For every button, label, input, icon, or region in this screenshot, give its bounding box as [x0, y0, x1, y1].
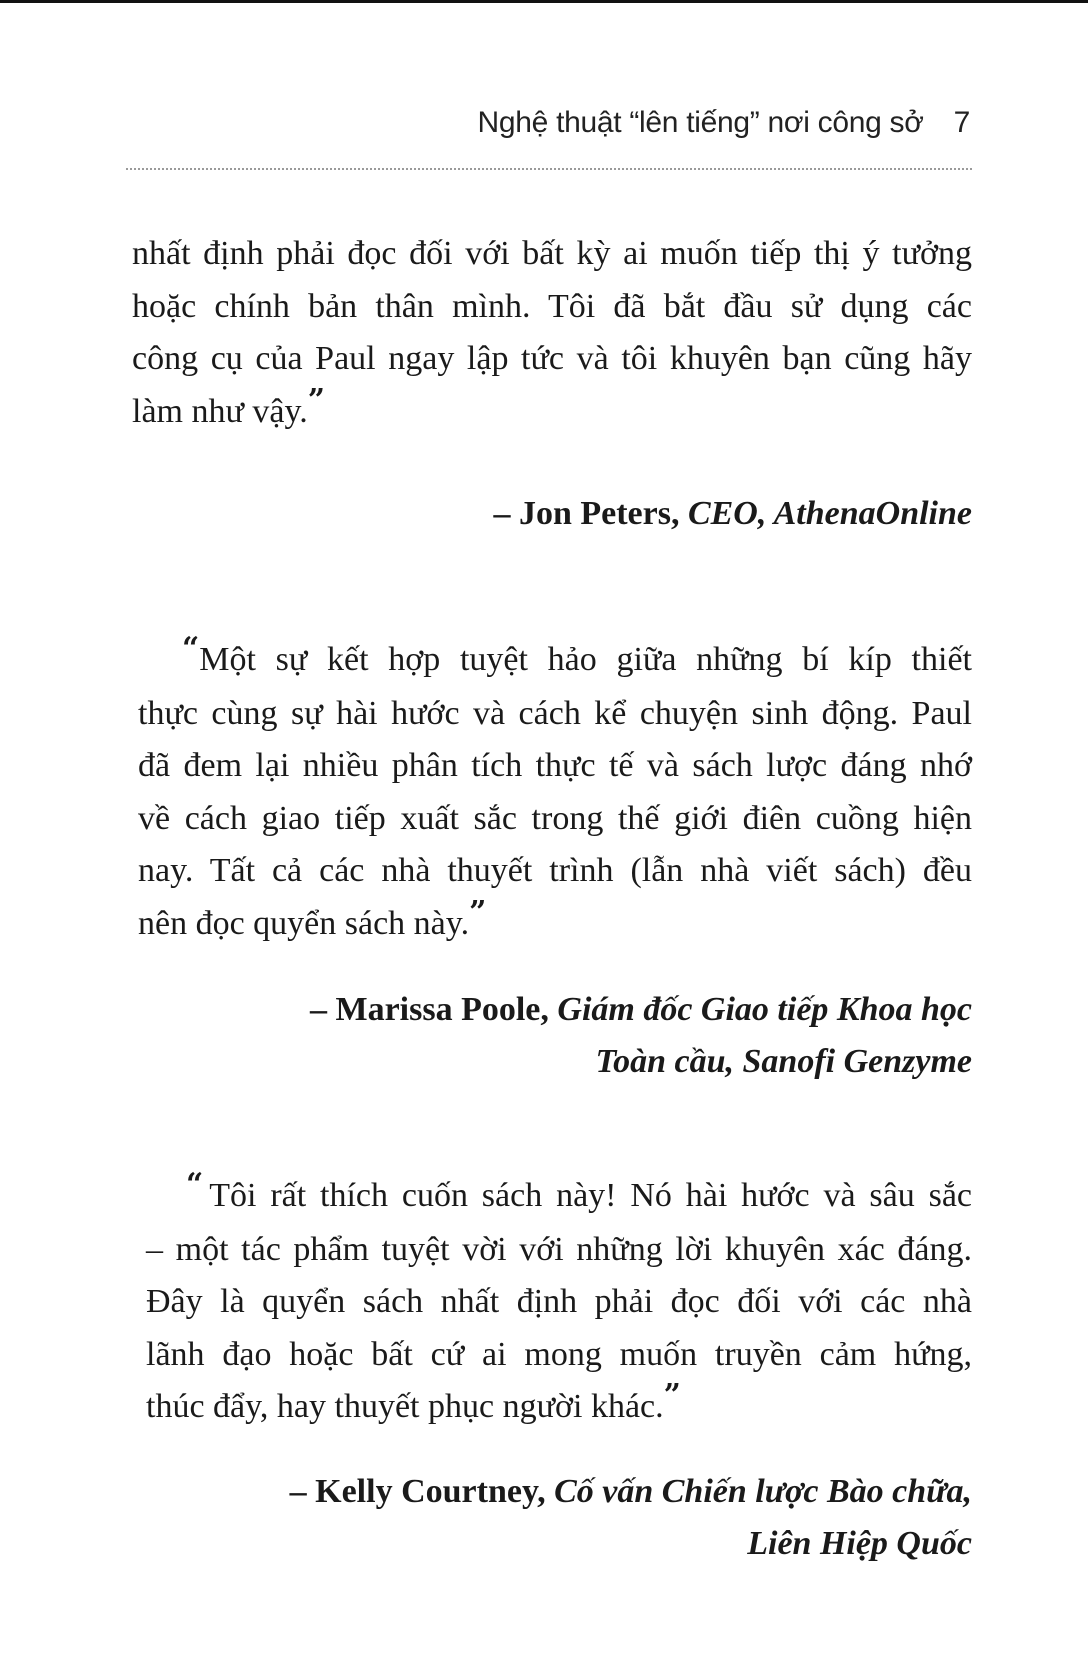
running-header-title: Nghệ thuật “lên tiếng” nơi công sở [477, 106, 924, 139]
opening-quote-mark: “ [182, 631, 200, 666]
attribution-role: Liên Hiệp Quốc [747, 1525, 972, 1562]
quote-3-line: thúc đẩy, hay thuyết phục người khác. [146, 1388, 664, 1425]
running-header [478, 106, 970, 140]
quote-2-line: nay. Tất cả các nhà thuyết trình (lẫn nhà viết sách) đều [138, 852, 972, 889]
quote-3-text [146, 1167, 972, 1435]
quote-1-line: làm như vậy. [132, 392, 308, 430]
quote-3-line: lãnh đạo hoặc bất cứ ai mong muốn truyền cảm hứng, [146, 1335, 972, 1373]
attribution-role: Giám đốc Giao tiếp Khoa học [557, 991, 972, 1028]
attribution-name: – Jon Peters, [493, 495, 680, 532]
closing-quote-mark: ” [307, 382, 326, 418]
quote-1-attribution [493, 488, 972, 540]
header-dotted-rule [126, 168, 972, 170]
closing-quote-mark: ” [663, 1378, 681, 1413]
quote-2-line: Một sự kết hợp tuyệt hảo giữa những bí kíp thiết [199, 641, 972, 678]
quote-3-line: Đây là quyển sách nhất định phải đọc đối với các nhà [146, 1283, 972, 1320]
quote-2-line: nên đọc quyển sách này. [138, 904, 470, 942]
page-number: 7 [953, 106, 970, 139]
quote-3-attribution [290, 1466, 972, 1570]
attribution-name: – Marissa Poole, [309, 991, 549, 1028]
quote-2-line: về cách giao tiếp xuất sắc trong thế giới điên cuồng hiện [138, 799, 972, 837]
opening-quote-mark: “ [186, 1167, 204, 1202]
quote-1-line: nhất định phải đọc đối với bất kỳ ai muốn tiếp thị ý tưởng [132, 235, 972, 272]
quote-3-line: – một tác phẩm tuyệt vời với những lời khuyên xác đáng. [146, 1230, 972, 1268]
attribution-role: CEO, AthenaOnline [687, 495, 972, 532]
quote-1-line: hoặc chính bản thân mình. Tôi đã bắt đầu sử dụng các [132, 287, 972, 325]
quote-1-text [132, 228, 972, 439]
quote-1-line: công cụ của Paul ngay lập tức và tôi khuyên bạn cũng hãy [132, 340, 972, 377]
closing-quote-mark: ” [469, 894, 487, 930]
quote-2-line: đã đem lại nhiều phân tích thực tế và sách lược đáng nhớ [138, 747, 972, 784]
quote-3-line: Tôi rất thích cuốn sách này! Nó hài hước và sâu sắc [209, 1177, 972, 1214]
top-edge-rule [0, 0, 1088, 3]
quote-2-attribution [310, 984, 972, 1088]
attribution-name: – Kelly Courtney, [289, 1473, 546, 1510]
quote-2-text [138, 631, 972, 951]
attribution-role: Cố vấn Chiến lược Bào chữa, [554, 1473, 972, 1510]
quote-2-line: thực cùng sự hài hước và cách kể chuyện sinh động. Paul [138, 694, 972, 732]
attribution-role: Toàn cầu, Sanofi Genzyme [595, 1043, 972, 1080]
